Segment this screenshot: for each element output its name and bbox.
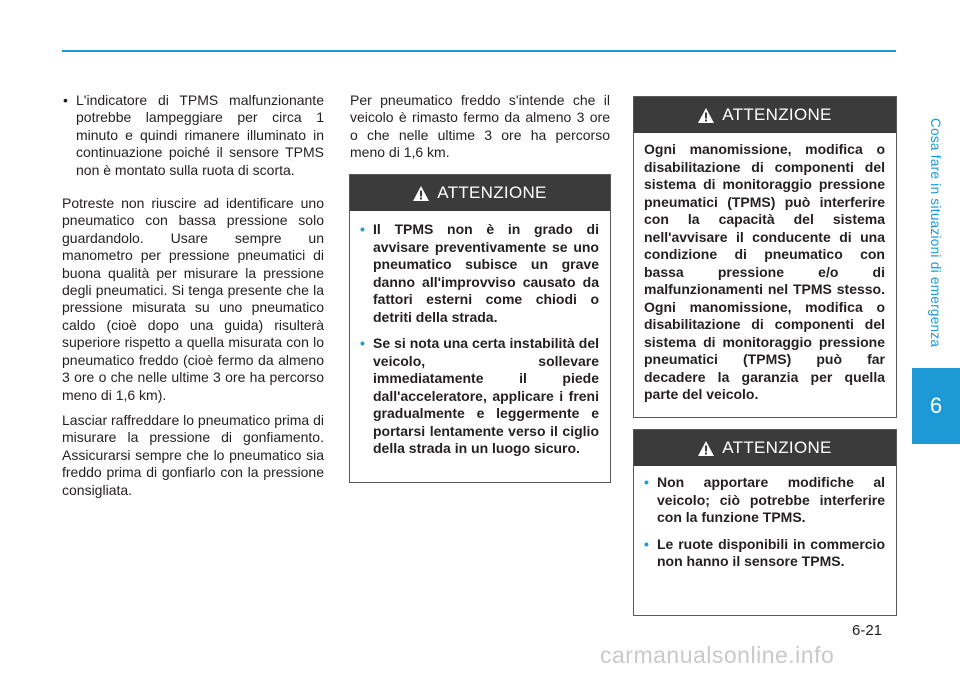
paragraph: Lasciar raffreddare lo pneumatico prima di misurare la pressione di gonfiamento. Assicurarsi sempre che lo pneumatico sia freddo prima di gonfiarlo con la pressione consigliata. bbox=[62, 411, 324, 498]
warning-text: Ogni manomissione, modifica o disabilitazione di componenti del sistema di monitoraggio pressione pneumatici (TPMS) può interferire con la capacità del sistema nell'avvisare il conducente di una condizione di pneumatico con bassa pressione e/o di malfunzionamenti nel TPMS stesso. Ogni manomissione, modifica o disabilitazione di componenti del sistema di monitoraggio pressione pneumatici (TPMS) può far decadere la garanzia per quella parte del veicolo. bbox=[644, 141, 885, 402]
bullet-text: L'indicatore di TPMS malfunzionante potrebbe lampeggiare per circa 1 minuto e quindi rimanere illuminato in continuazione poiché il sensore TPMS non è montato sulla ruota di scorta. bbox=[76, 92, 324, 178]
left-column bbox=[62, 92, 324, 507]
section-side-title: Cosa fare in situazioni di emergenza bbox=[928, 118, 943, 348]
list-item bbox=[360, 335, 599, 458]
bullet-icon: • bbox=[644, 535, 649, 552]
warning-item-text: Non apportare modifiche al veicolo; ciò potrebbe interferire con la funzione TPMS. bbox=[657, 474, 885, 525]
middle-column-text: Per pneumatico freddo s'intende che il veicolo è rimasto fermo da almeno 3 ore o che nelle ultime 3 ore ha percorso meno di 1,6 km. bbox=[350, 92, 610, 161]
page-number: 6-21 bbox=[852, 622, 883, 639]
list-item bbox=[360, 221, 599, 326]
warning-body bbox=[634, 466, 896, 590]
warning-item-text: Se si nota una certa instabilità del veicolo, sollevare immediatamente il piede dall'acceleratore, applicare i freni gradualmente e leggermente e portarsi lentamente verso il ciglio della strada in un luogo sicuro. bbox=[373, 335, 599, 456]
chapter-tab: 6 bbox=[912, 368, 960, 444]
list-item bbox=[62, 92, 324, 179]
warning-header bbox=[634, 430, 896, 466]
paragraph: Potreste non riuscire ad identificare uno pneumatico con bassa pressione solo guardandolo. Usare sempre un manometro per pressione pneumatici di buona qualità per misurare la pressione degli pneumatici. Si tenga presente che la pressione misurata su uno pneumatico caldo (cioè dopo una guida) risulterà superiore rispetto a quella misurata con lo pneumatico freddo (cioè fermo da almeno 3 ore o che nelle ultime 3 ore ha percorso meno di 1,6 km). bbox=[62, 195, 324, 403]
warning-body bbox=[634, 133, 896, 414]
warning-item-text: Le ruote disponibili in commercio non hanno il sensore TPMS. bbox=[657, 535, 885, 569]
list-item bbox=[644, 536, 885, 571]
warning-triangle-icon bbox=[413, 186, 429, 201]
bullet-icon: • bbox=[644, 474, 649, 490]
watermark: carmanualsonline.info bbox=[600, 642, 835, 668]
warning-title: ATTENZIONE bbox=[437, 183, 547, 202]
warning-body bbox=[350, 211, 610, 477]
warning-header bbox=[350, 175, 610, 211]
bullet-icon: • bbox=[360, 221, 365, 237]
bullet-icon: • bbox=[360, 335, 365, 351]
top-rule bbox=[62, 50, 896, 52]
warning-box bbox=[349, 174, 611, 483]
list-item bbox=[644, 474, 885, 527]
warning-title: ATTENZIONE bbox=[722, 438, 832, 457]
warning-triangle-icon bbox=[698, 108, 714, 123]
warning-triangle-icon bbox=[698, 441, 714, 456]
warning-box bbox=[633, 429, 897, 616]
warning-item-text: Il TPMS non è in grado di avvisare preventivamente se uno pneumatico subisce un grave danno all'improvviso causato da fattori esterni come chiodi o detriti della strada. bbox=[373, 221, 599, 325]
warning-box bbox=[633, 96, 897, 418]
warning-title: ATTENZIONE bbox=[722, 105, 832, 124]
warning-header bbox=[634, 97, 896, 133]
bullet-icon: • bbox=[63, 92, 68, 108]
